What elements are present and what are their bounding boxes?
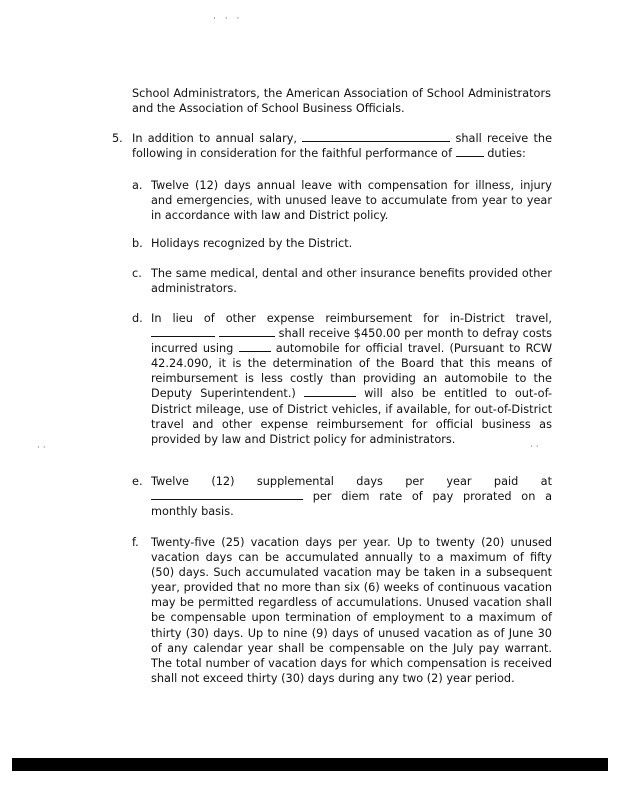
list-item-c: c. The same medical, dental and other insurance benefits provided other administrators. — [132, 267, 552, 296]
list-item-a: a. Twelve (12) days annual leave with compensation for illness, injury and emergencies, with unused leave to accumulate from year to year in accordance with law and District policy. — [132, 179, 552, 223]
list-item-e: e. Twelve (12) supplemental days per year paid at per diem rate of pay prorated on a monthly basis. — [132, 475, 553, 519]
scan-speck-mark: · · — [530, 442, 539, 452]
scan-speck-mark: · · — [37, 443, 46, 453]
section-5-text: In addition to annual salary, shall receive the following in consideration for the faithful performance of duties: — [132, 132, 553, 161]
list-item-d: d. In lieu of other expense reimbursement for in-District travel, shall receive $450.00 per month to defray costs incurred using automobile for official travel. (Pursuant to RCW 42.24.090, it is the determination of the Board that this means of reimbursement is less costly than providing an automobile to the Deputy Superintendent.) will also be entitled to out-of-District mileage, use of District vehicles, if available, for out-of-District travel and other expense reimbursement for official business as provided by law and District policy for administrators. — [132, 312, 553, 446]
section-number: 5. — [112, 132, 123, 145]
pronoun-blank — [239, 341, 271, 352]
list-item-d-text: In lieu of other expense reimbursement for in-District travel, shall receive $450.00 per month to defray costs incurred using automobile for official travel. (Pursuant to RCW 42.24.090, it is the determination of the Board that this means of reimbursement is less costly than providing an automobile to the Deputy Superintendent.) will also be entitled to out-of-District mileage, use of District vehicles, if available, for out-of-District travel and other expense reimbursement for official business as provided by law and District policy for administrators. — [151, 312, 553, 446]
name-blank — [151, 326, 215, 337]
title-blank — [219, 326, 275, 337]
list-item-f: f. Twenty-five (25) vacation days per year. Up to twenty (20) unused vacation days can be accumulated annually to a maximum of fifty (50) days. Such accumulated vacation may be taken in a subsequent year, provided that no more than six (6) weeks of continuous vacation may be permitted regardless of accumulations. Unused vacation shall be compensable upon termination of employment to a maximum of thirty (30) days. Up to nine (9) days of unused vacation as of June 30 of any calendar year shall be compensable on the July pay warrant. The total number of vacation days for which compensation is received shall not exceed thirty (30) days during any two (2) year period. — [132, 536, 552, 685]
name-blank — [304, 386, 356, 397]
list-item-b: b. Holidays recognized by the District. — [132, 237, 353, 250]
scan-speck-marks: · · · — [213, 14, 243, 24]
list-item-e-text: Twelve (12) supplemental days per year paid at per diem rate of pay prorated on a monthly basis. — [151, 475, 553, 519]
intro-paragraph: School Administrators, the American Association of School Administrators and the Association of School Business Officials. — [132, 87, 551, 116]
section-5 — [112, 131, 552, 161]
scan-edge-bar — [12, 758, 608, 771]
name-blank — [302, 131, 450, 142]
title-blank — [456, 146, 484, 157]
title-blank — [151, 489, 303, 500]
